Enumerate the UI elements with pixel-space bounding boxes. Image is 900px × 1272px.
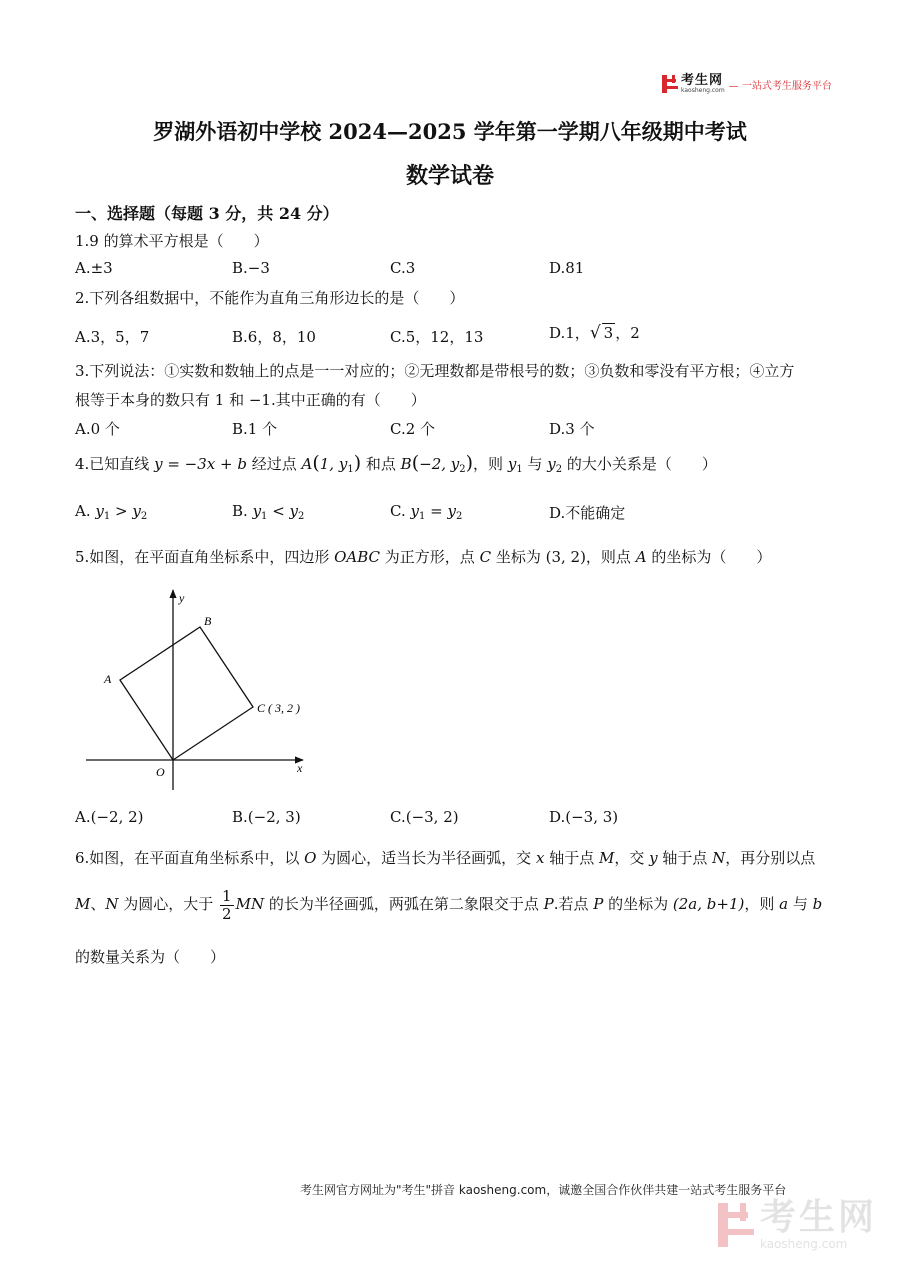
section-heading: 一、选择题（每题 3 分，共 24 分） xyxy=(75,204,339,223)
question-4-option-d: D.不能确定 xyxy=(549,504,626,522)
question-3-option-b: B.1 个 xyxy=(232,420,278,438)
watermark-name: 考生网 xyxy=(760,1197,878,1238)
watermark-domain: kaosheng.com xyxy=(760,1237,848,1251)
question-5-option-b: B.(−2, 3) xyxy=(232,808,301,826)
logo-name: 考生网 xyxy=(681,73,724,88)
label-c: C ( 3, 2 ) xyxy=(257,701,300,715)
question-5-option-d: D.(−3, 3) xyxy=(549,808,619,826)
label-a: A xyxy=(104,672,112,686)
site-logo xyxy=(662,74,832,94)
logo-icon xyxy=(662,75,678,93)
question-2-option-b: B.6，8，10 xyxy=(232,328,316,346)
label-x: x xyxy=(297,761,303,775)
fraction-half: $\frac{1}{2}$ xyxy=(222,887,232,923)
page-title: 罗湖外语初中学校 2024—2025 学年第一学期八年级期中考试 xyxy=(153,119,747,144)
line-equation: y = −3x + b xyxy=(154,455,247,473)
page-subtitle: 数学试卷 xyxy=(405,163,494,189)
question-5-stem: 5.如图，在平面直角坐标系中，四边形 OABC 为正方形，点 C 坐标为 (3, 2)，则点 A 的坐标为（ ） xyxy=(75,548,772,566)
question-5-option-a: A.(−2, 2) xyxy=(75,808,144,826)
watermark-logo-icon xyxy=(718,1203,754,1247)
question-1-option-b: B.−3 xyxy=(232,259,270,277)
sqrt-radicand: 3 xyxy=(603,324,614,342)
logo-tagline: — 一站式考生服务平台 xyxy=(728,80,832,92)
question-4-option-b: B. $y_1 < y_2$ xyxy=(232,502,305,522)
question-1-option-c: C.3 xyxy=(390,259,416,277)
square-oabc xyxy=(120,627,253,760)
question-2-option-a: A.3，5，7 xyxy=(75,328,150,346)
question-2-option-d: D.1，√ 3 ，2 xyxy=(549,323,640,343)
question-3-option-a: A.0 个 xyxy=(75,420,120,438)
question-2-stem: 2.下列各组数据中，不能作为直角三角形边长的是（ ） xyxy=(75,289,465,307)
question-6-stem-line-2: M、N 为圆心，大于 $\frac{1}{2}$ MN 的长为半径画弧，两弧在第二象限交于点 P.若点 P 的坐标为 (2a, b+1)，则 a 与 b xyxy=(75,887,823,923)
question-5-option-c: C.(−3, 2) xyxy=(390,808,459,826)
question-3-stem-line-1: 3.下列说法：①实数和数轴上的点是一一对应的；②无理数都是带根号的数；③负数和零没有平方根；④立方 xyxy=(75,362,795,380)
question-3-option-c: C.2 个 xyxy=(390,420,436,438)
question-2-option-c: C.5，12，13 xyxy=(390,328,484,346)
label-b: B xyxy=(204,614,212,628)
question-1-stem: 1.9 的算术平方根是（ ） xyxy=(75,232,269,250)
question-6-stem-line-1: 6.如图，在平面直角坐标系中，以 O 为圆心，适当长为半径画弧，交 x 轴于点 M，交 y 轴于点 N，再分别以点 xyxy=(75,849,816,867)
question-3-stem-line-2: 根等于本身的数只有 1 和 −1.其中正确的有（ ） xyxy=(75,391,426,409)
question-4-option-a: A. $y_1 > y_2$ xyxy=(75,502,148,522)
logo-domain: kaosheng.com xyxy=(681,87,725,94)
footer-note: 考生网官方网址为"考生"拼音 kaosheng.com，诚邀全国合作伙伴共建一站式考生服务平台 xyxy=(300,1183,787,1197)
question-3-option-d: D.3 个 xyxy=(549,420,595,438)
question-4-option-c: C. $y_1 = y_2$ xyxy=(390,502,463,522)
question-1-option-a: A.±3 xyxy=(75,259,113,277)
label-y: y xyxy=(179,591,185,605)
label-o: O xyxy=(156,765,165,779)
watermark xyxy=(718,1197,878,1251)
coordinate-figure xyxy=(78,585,318,795)
question-4-stem: 4.已知直线 y = −3x + b 经过点 A(1, $y_1$) 和点 B(−2, $y_2$)，则 $y_1$ 与 $y_2$ 的大小关系是（ ） xyxy=(75,452,717,475)
question-6-stem-line-3: 的数量关系为（ ） xyxy=(75,948,226,966)
question-1-option-d: D.81 xyxy=(549,259,585,277)
